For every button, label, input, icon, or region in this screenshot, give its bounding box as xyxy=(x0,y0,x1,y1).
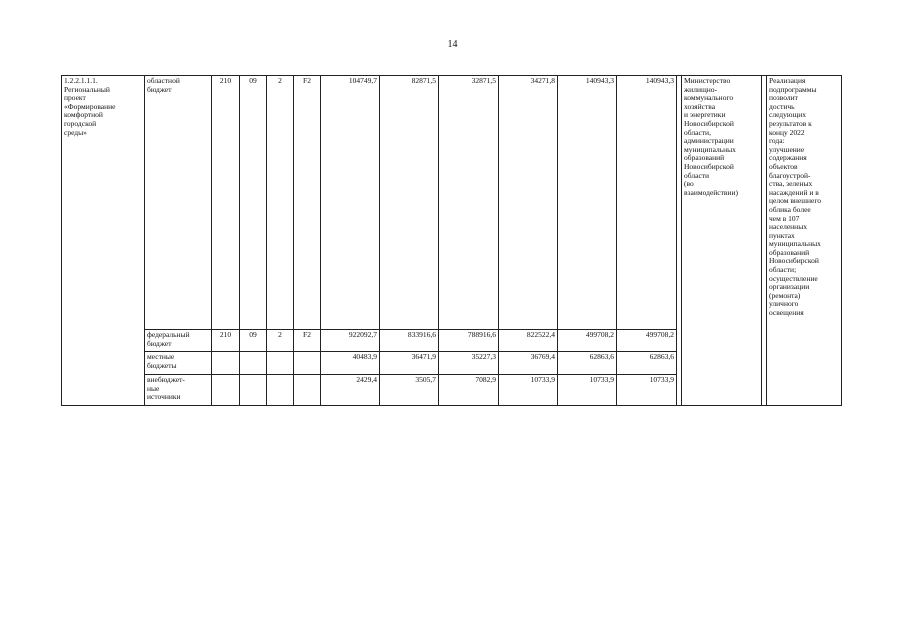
section-cell: 09 xyxy=(240,76,267,330)
value-cell: 32871,5 xyxy=(439,76,499,330)
grbs-cell: 210 xyxy=(212,330,240,352)
value-cell: 36769,4 xyxy=(499,352,558,375)
value-cell: 82871,5 xyxy=(380,76,439,330)
page-number: 14 xyxy=(447,39,458,50)
value-cell: 62863,6 xyxy=(558,352,617,375)
value-cell: 40483,9 xyxy=(321,352,380,375)
value-cell: 822522,4 xyxy=(499,330,558,352)
code-cell: F2 xyxy=(294,330,321,352)
grbs-cell xyxy=(212,375,240,406)
program-cell: 2 xyxy=(267,330,294,352)
section-cell xyxy=(240,375,267,406)
value-cell: 62863,6 xyxy=(617,352,677,375)
value-cell: 922092,7 xyxy=(321,330,380,352)
value-cell: 34271,8 xyxy=(499,76,558,330)
value-cell: 36471,9 xyxy=(380,352,439,375)
program-cell xyxy=(267,375,294,406)
section-cell: 09 xyxy=(240,330,267,352)
value-cell: 7082,9 xyxy=(439,375,499,406)
funding-source-cell: местные бюджеты xyxy=(145,352,212,375)
budget-table xyxy=(61,75,842,406)
table-row xyxy=(62,76,842,330)
value-cell: 10733,9 xyxy=(499,375,558,406)
funding-source-cell: внебюджет- ные источники xyxy=(145,375,212,406)
value-cell: 140943,3 xyxy=(558,76,617,330)
program-cell xyxy=(267,352,294,375)
grbs-cell xyxy=(212,352,240,375)
code-cell xyxy=(294,352,321,375)
funding-source-cell: федеральный бюджет xyxy=(145,330,212,352)
value-cell: 499708,2 xyxy=(617,330,677,352)
value-cell: 2429,4 xyxy=(321,375,380,406)
funding-source-cell: областной бюджет xyxy=(145,76,212,330)
program-cell: 2 xyxy=(267,76,294,330)
value-cell: 788916,6 xyxy=(439,330,499,352)
value-cell: 3505,7 xyxy=(380,375,439,406)
value-cell: 35227,3 xyxy=(439,352,499,375)
value-cell: 140943,3 xyxy=(617,76,677,330)
executor-cell: Министерство жилищно- коммунального хозяйства и энергетики Новосибирской области, администрации муниципальных образований Новосибирской области (во взаимодействии) xyxy=(682,76,762,406)
section-cell xyxy=(240,352,267,375)
value-cell: 10733,9 xyxy=(558,375,617,406)
code-cell xyxy=(294,375,321,406)
result-cell: Реализация подпрограммы позволит достичь следующих результатов к концу 2022 года: улучшение содержания объектов благоустрой- ства, зеленых насаждений и в целом внешнего облика более чем в 107 населенных пунктах муниципальных образований Новосибирской области; осуществление организации (ремонта) уличного освещения xyxy=(767,76,842,406)
value-cell: 10733,9 xyxy=(617,375,677,406)
grbs-cell: 210 xyxy=(212,76,240,330)
value-cell: 499708,2 xyxy=(558,330,617,352)
code-cell: F2 xyxy=(294,76,321,330)
project-name-cell: 1.2.2.1.1.1. Региональный проект «Формирование комфортной городской среды» xyxy=(62,76,145,406)
value-cell: 833916,6 xyxy=(380,330,439,352)
value-cell: 104749,7 xyxy=(321,76,380,330)
